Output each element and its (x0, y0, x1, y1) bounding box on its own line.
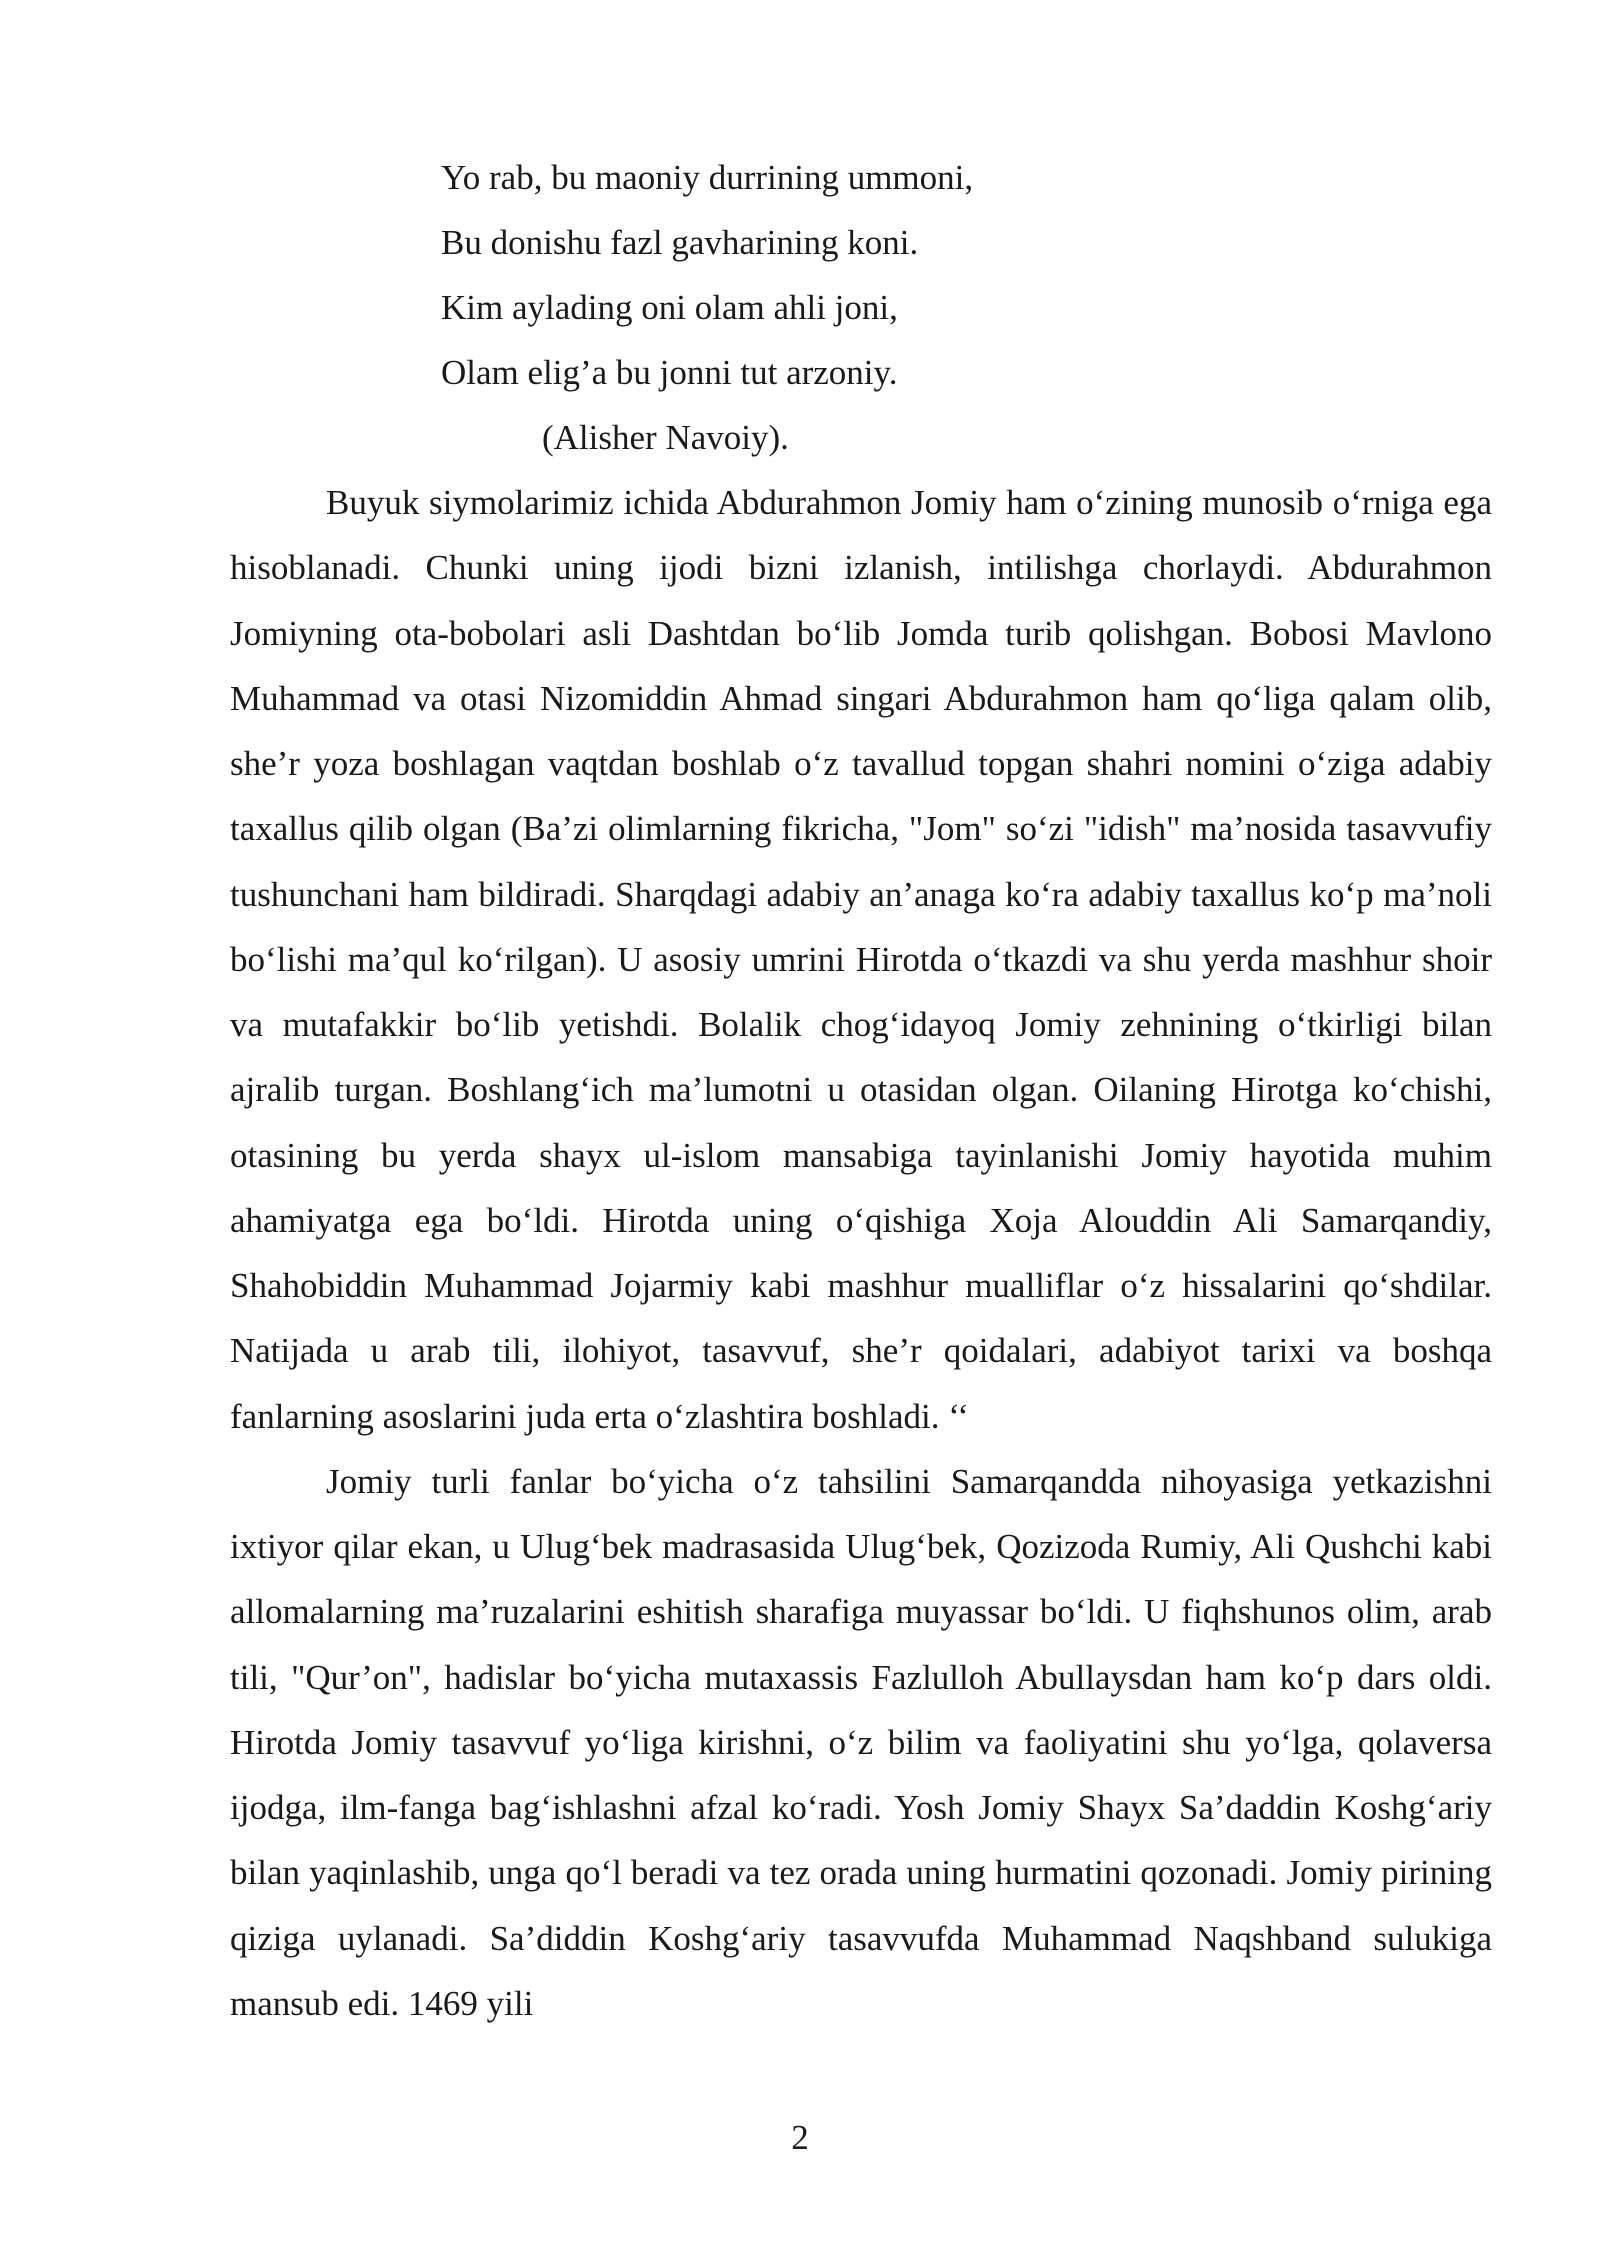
paragraph: Jomiy turli fanlar bo‘yicha o‘z tahsilini Samarqandda nihoyasiga yetkazishni ixtiyor qilar ekan, u Ulug‘bek madrasasida Ulug‘bek, Qozizoda Rumiy, Ali Qushchi kabi allomalarning ma’ruzalarini eshitish sharafiga muyassar bo‘ldi. U fiqhshunos olim, arab tili, "Qur’on", hadislar bo‘yicha mutaxassis Fazlulloh Abullaysdan ham ko‘p dars oldi. Hirotda Jomiy tasavvuf yo‘liga kirishni, o‘z bilim va faoliyatini shu yo‘lga, qolaversa ijodga, ilm-fanga bag‘ishlashni afzal ko‘radi. Yosh Jomiy Shayx Sa’daddin Koshg‘ariy bilan yaqinlashib, unga qo‘l beradi va tez orada uning hurmatini qozonadi. Jomiy pirining qiziga uylanadi. Sa’diddin Koshg‘ariy tasavvufda Muhammad Naqshband sulukiga mansub edi. 1469 yili (230, 1461, 1492, 2023)
poem-line: Olam elig’a bu jonni tut arzoniy. (441, 353, 898, 392)
body-text (230, 470, 1492, 2036)
poem-line: Bu donishu fazl gavharining koni. (441, 223, 919, 262)
poem-attribution: (Alisher Navoiy). (542, 418, 789, 457)
paragraph: Buyuk siymolarimiz ichida Abdurahmon Jomiy ham o‘zining munosib o‘rniga ega hisoblanadi. Chunki uning ijodi bizni izlanish, intilishga chorlaydi. Abdurahmon Jomiyning ota-bobolari asli Dashtdan bo‘lib Jomda turib qolishgan. Bobosi Mavlono Muhammad va otasi Nizomiddin Ahmad singari Abdurahmon ham qo‘liga qalam olib, she’r yoza boshlagan vaqtdan boshlab o‘z tavallud topgan shahri nomini o‘ziga adabiy taxallus qilib olgan (Ba’zi olimlarning fikricha, "Jom" so‘zi "idish" ma’nosida tasavvufiy tushunchani ham bildiradi. Sharqdagi adabiy an’anaga ko‘ra adabiy taxallus ko‘p ma’noli bo‘lishi ma’qul ko‘rilgan). U asosiy umrini Hirotda o‘tkazdi va shu yerda mashhur shoir va mutafakkir bo‘lib yetishdi. Bolalik chog‘idayoq Jomiy zehnining o‘tkirligi bilan ajralib turgan. Boshlang‘ich ma’lumotni u otasidan olgan. Oilaning Hirotga ko‘chishi, otasining bu yerda shayx ul-islom mansabiga tayinlanishi Jomiy hayotida muhim ahamiyatga ega bo‘ldi. Hirotda uning o‘qishiga Xoja Alouddin Ali Samarqandiy, Shahobiddin Muhammad Jojarmiy kabi mashhur mualliflar o‘z hissalarini qo‘shdilar. Natijada u arab tili, ilohiyot, tasavvuf, she’r qoidalari, adabiyot tarixi va boshqa fanlarning asoslarini juda erta o‘zlashtira boshladi. ‘‘ (230, 483, 1492, 1436)
poem-line: Yo rab, bu maoniy durrining ummoni, (441, 158, 974, 197)
page-number: 2 (791, 2118, 809, 2157)
poem-line: Kim aylading oni olam ahli joni, (441, 288, 898, 327)
poem-block (441, 145, 973, 470)
